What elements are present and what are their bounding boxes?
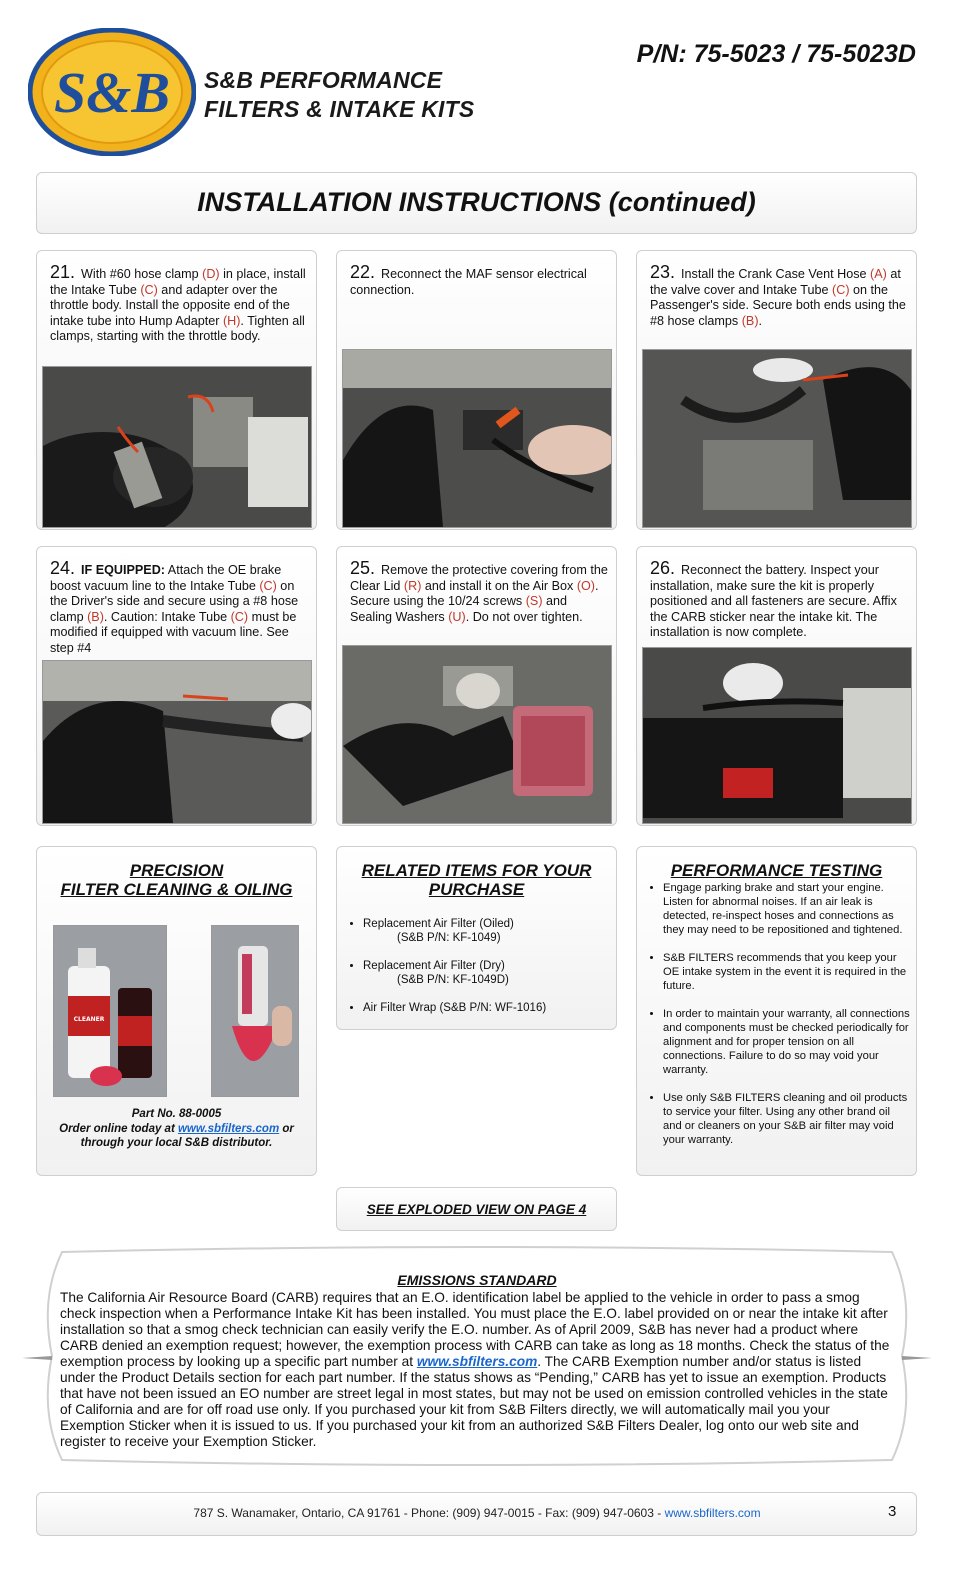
cleaning-kit-photo [53,925,167,1097]
step-text [350,558,608,625]
step-number: 26. [650,558,676,578]
sbfilters-link[interactable]: www.sbfilters.com [177,1122,280,1135]
step-text-run: Install the Crank Case Vent Hose [681,267,871,281]
related-item-name: Air Filter Wrap (S&B P/N: WF-1016) [363,1002,547,1014]
part-callout: (C) [259,578,277,593]
step-22 [336,250,617,530]
testing-title: PERFORMANCE TESTING [670,861,883,880]
step-21 [36,250,317,530]
step-number: 25. [350,558,376,578]
cleaning-panel [36,846,317,1176]
step-number: 23. [650,262,676,282]
title-panel [36,172,917,234]
order-line: Order online today at www.sbfilters.com or [59,1122,294,1135]
step-text-run: and adapter over the throttle body. Install the opposite end of the intake tube into Hump Adapter [50,282,290,328]
exploded-view-panel [336,1187,617,1231]
step-text-run: and Sealing Washers [350,594,568,624]
step-text-run: Reconnect the MAF sensor electrical connection. [350,267,587,297]
step-text-run: in place, install the Intake Tube [50,267,306,297]
sb-logo [28,28,196,156]
part-callout: (D) [202,267,220,281]
part-callout: (S) [525,594,543,609]
testing-item: • S&B FILTERS recommends that you keep your OE intake system in the event it is required in the future. [663,951,911,993]
footer-sbfilters-link[interactable]: www.sbfilters.com [664,1506,761,1520]
step-25 [336,546,617,826]
step-text-run: . Secure using the 10/24 screws [350,578,599,609]
emissions-text: The California Air Resource Board (CARB) requires that an E.O. identification label be applied to the vehicle in order to pass a smog check inspection when a Performance Intake Kit has been installed. You must place the E.O. label provided on or near the intake kit after installation so that a smog check technician can easily verify the E.O. number. As of April 2009, S&B has never had a product where CARB denied an exemption request; however, the exemption process with CARB can take as long as 18 months. Check the status of the exemption process by looking up a specific part number at www.sbfilters.com. The CARB Exemption number and/or status is listed under the Product Details section for each part number. If the status shows as “Pending,” CARB has yet to issue an exemption. Products that have not been issued an EO number are street legal in most states, but may not be used on emission controlled vehicles in the state of California and are for off road use only. If you purchased your kit from S&B Filters directly, we will automatically mail you your Exemption Sticker when it is issued to us. If you purchased your kit from an authorized S&B Filters Dealer, log onto our web site and register to receive your Exemption Sticker. [60,1290,890,1449]
related-item-name: Replacement Air Filter (Dry) [363,960,505,972]
part-callout: (R) [403,578,422,593]
step-number: 24. [50,558,76,578]
part-callout: (B) [87,609,104,624]
order-line-2: through your local S&B distributor. [80,1137,273,1149]
step-text-run: With #60 hose clamp [81,267,203,281]
step-23 [636,250,917,530]
step-number: 21. [50,262,76,282]
related-item-name: Replacement Air Filter (Oiled) [363,918,514,930]
step-number: 22. [350,262,376,282]
part-callout: (H) [222,313,241,328]
step-26 [636,546,917,826]
brand-line-2: FILTERS & INTAKE KITS [204,96,475,122]
step-text [350,262,608,298]
step-text [650,262,908,329]
related-list [345,917,610,1029]
step-22-photo [342,349,612,528]
step-text [50,262,308,345]
exploded-view-link[interactable]: SEE EXPLODED VIEW ON PAGE 4 [366,1202,587,1217]
related-title-line-1: RELATED ITEMS FOR YOUR [361,861,592,880]
related-item [363,917,610,945]
step-24-photo [42,660,312,824]
footer-address: 787 S. Wanamaker, Ontario, CA 91761 - Phone: (909) 947-0015 - Fax: (909) 947-0603 - www.sbfilters.com [193,1506,761,1520]
step-text-run: Remove the protective covering from the Clear Lid [350,563,608,593]
related-item-part: (S&B P/N: KF-1049D) [397,974,509,986]
step-text [650,558,908,641]
oil-bottle-photo [211,925,299,1097]
emissions-title: EMISSIONS STANDARD [397,1272,557,1288]
related-item [363,959,610,987]
part-callout: (U) [448,609,466,624]
part-callout: (B) [741,313,759,328]
step-24 [36,546,317,826]
testing-item: • Engage parking brake and start your engine. Listen for abnormal noises. If an air leak is detected, re-inspect hoses and connections as they may need to be repositioned and tightened. [663,881,911,937]
related-title [337,861,616,899]
step-21-photo [42,366,312,528]
testing-item: • In order to maintain your warranty, all connections and components must be checked periodically for alignment and for proper tension on all connections. Failure to do so may void your warranty. [663,1007,911,1077]
cleaning-order-info [37,1107,316,1151]
step-text-run: . Caution: Intake Tube [103,609,231,624]
svg-text:CLEANER: CLEANER [73,1016,105,1023]
emissions-sbfilters-link[interactable]: www.sbfilters.com [416,1354,538,1369]
svg-text:S&B: S&B [53,60,171,125]
step-text-run: . Tighten all clamps, starting with the throttle body. [50,313,305,344]
step-text-run: at the valve cover and Intake Tube [650,267,901,297]
cleaning-title-line-1: PRECISION [129,861,224,880]
brand-name [204,66,474,124]
step-23-photo [642,349,912,528]
cleaning-title [37,861,316,899]
cleaning-title-line-2: FILTER CLEANING & OILING [60,880,293,899]
step-text-run: Reconnect the battery. Inspect your installation, make sure the kit is properly positioned and all fasteners are secure. Affix the CARB sticker near the intake kit. The installation is now complete. [650,563,897,640]
brand-line-1: S&B PERFORMANCE [204,67,443,93]
part-callout: (C) [230,609,249,624]
step-text-run: . [758,313,763,328]
step-26-photo [642,647,912,824]
step-text-run: on the Passenger's side. Secure both ends using the #8 hose clamps [650,282,906,328]
page-title: INSTALLATION INSTRUCTIONS (continued) [197,187,756,217]
related-item [363,1001,610,1015]
part-callout: (O) [576,578,595,593]
part-callout: (C) [140,282,158,297]
part-callout: (C) [832,282,850,297]
step-emphasis: IF EQUIPPED: [81,563,165,577]
related-item-part: (S&B P/N: KF-1049) [397,932,501,944]
step-text-run: on the Driver's side and secure using a #8 hose clamp [50,578,299,624]
step-text-run: and install it on the Air Box [421,578,577,593]
performance-testing-panel [636,846,917,1176]
testing-list [645,881,911,1161]
step-text-run: must be modified if equipped with vacuum line. See step #4 [50,609,297,655]
part-number: P/N: 75-5023 / 75-5023D [636,40,916,68]
related-items-panel [336,846,617,1030]
step-text-run: Attach the OE brake boost vacuum line to the Intake Tube [50,563,282,593]
step-text [50,558,308,657]
step-text-run: . Do not over tighten. [465,609,583,624]
testing-item: • Use only S&B FILTERS cleaning and oil products to service your filter. Using any other brand oil and or cleaners on your S&B air filter may void your warranty. [663,1091,911,1147]
page-number: 3 [888,1503,897,1520]
part-number-88-0005: Part No. 88-0005 [131,1108,222,1120]
related-title-line-2: PURCHASE [428,880,525,899]
step-25-photo [342,645,612,824]
part-callout: (A) [870,267,887,281]
